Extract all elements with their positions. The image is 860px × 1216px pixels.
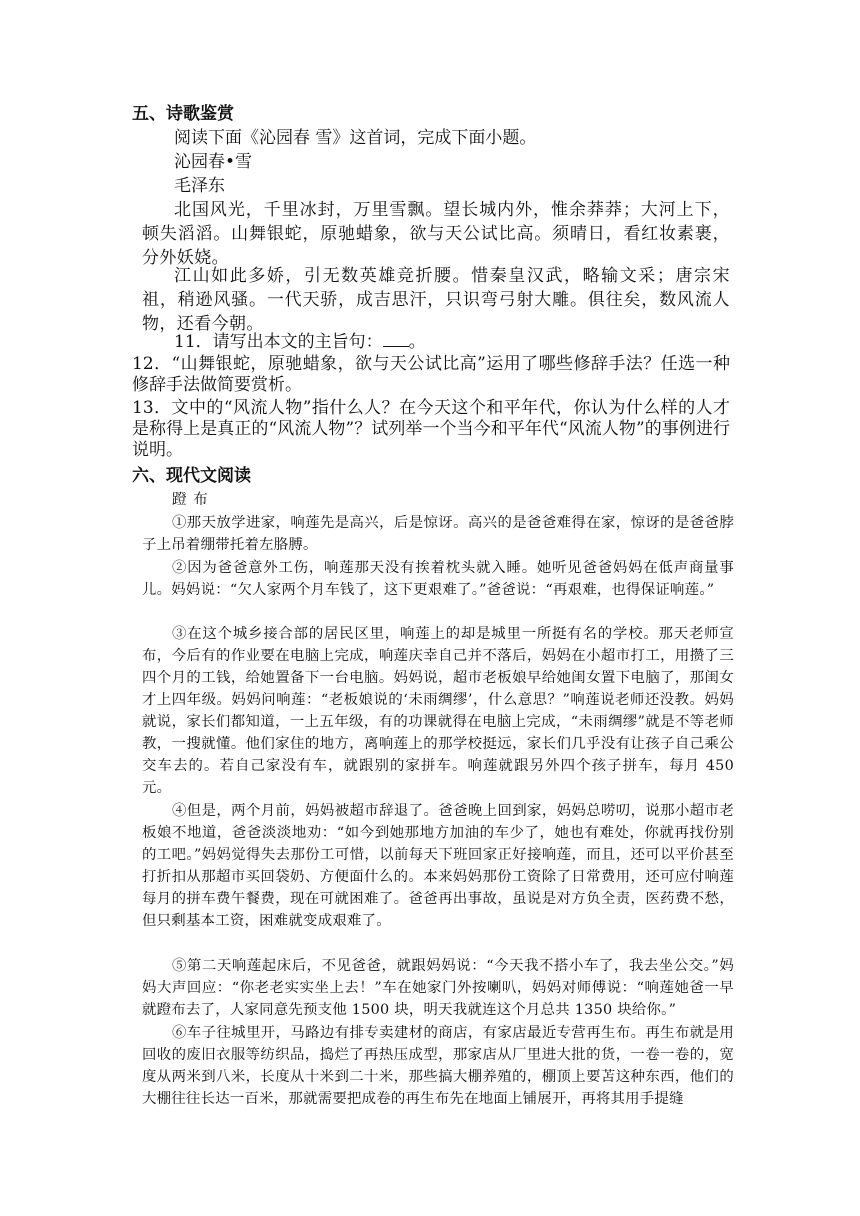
poem-author: 毛泽东 — [174, 176, 225, 196]
question-11-text: 11．请写出本文的主旨句： — [174, 332, 383, 352]
article-paragraph-3: ③在这个城乡接合部的居民区里，响莲上的却是城里一所挺有名的学校。那天老师宣布，今后有的作业要在电脑上完成，响莲庆幸自己并不落后，妈妈在小超市打工，用攒了三四个月的工钱，给她置备下一台电脑。妈妈说，超市老板娘早给她闺女置下电脑了，那闺女才上四年级。妈妈问响莲：“老板娘说的‘未雨绸缪’，什么意思？”响莲说老师还没教。妈妈就说，家长们都知道，一上五年级，有的功课就得在电脑上完成，“未雨绸缪”就是不等老师教，一搜就懂。他们家住的地方，离响莲上的那学校挺远，家长们几乎没有让孩子自己乘公交车去的。若自己家没有车，就跟别的家拼车。响莲就跟另外四个孩子拼车，每月 450 元。 — [142, 626, 734, 796]
article-title: 蹬 布 — [172, 492, 209, 508]
article-paragraph-5: ⑤第二天响莲起床后，不见爸爸，就跟妈妈说：“今天我不搭小车了，我去坐公交。”妈妈大声回应：“你老老实实坐上去！”车在她家门外按喇叭，妈妈对师傅说：“响莲她爸一早就蹬布去了，人家同意先预支他 1500 块，明天我就连这个月总共 1350 块给你。” — [142, 958, 734, 1018]
question-11-end: 。 — [408, 332, 426, 352]
article-paragraph-1: ①那天放学进家，响莲先是高兴，后是惊讶。高兴的是爸爸难得在家，惊讶的是爸爸脖子上吊着绷带托着左胳膊。 — [142, 515, 734, 553]
article-paragraph-2: ②因为爸爸意外工伤，响莲那天没有挨着枕头就入睡。她听见爸爸妈妈在低声商量事儿。妈妈说：“欠人家两个月车钱了，这下更艰难了。”爸爸说：“再艰难，也得保证响莲。” — [142, 560, 734, 598]
article-paragraph-4: ④但是，两个月前，妈妈被超市辞退了。爸爸晚上回到家，妈妈总唠叨，说那小超市老板娘不地道，爸爸淡淡地劝：“如今到她那地方加油的车少了，她也有难处，你就再找份别的工吧。”妈妈觉得失去那份工可惜，以前每天下班回家正好接响莲，而且，还可以平价甚至打折扣从那超市买回袋奶、方便面什么的。本来妈妈那份工资除了日常费用，还可应付响莲每月的拼车费午餐费，现在可就困难了。爸爸再出事故，虽说是对方负全责，医药费不愁，但只剩基本工资，困难就变成艰难了。 — [142, 803, 734, 929]
poetry-intro: 阅读下面《沁园春 雪》这首词，完成下面小题。 — [174, 128, 537, 148]
poem-stanza-2: 江山如此多娇，引无数英雄竞折腰。惜秦皇汉武，略输文采；唐宗宋祖，稍逊风骚。一代天骄，成吉思汗，只识弯弓射大雕。俱往矣，数风流人物，还看今朝。 — [142, 266, 730, 334]
section-heading-modern-reading: 六、现代文阅读 — [132, 466, 251, 486]
question-12: 12．“山舞银蛇，原驰蜡象，欲与天公试比高”运用了哪些修辞手法？任选一种修辞手法做简要赏析。 — [132, 354, 730, 395]
answer-blank — [383, 332, 409, 347]
question-11 — [174, 330, 426, 354]
poem-title: 沁园春•雪 — [174, 152, 253, 172]
question-13: 13．文中的“风流人物”指什么人？在今天这个和平年代，你认为什么样的人才是称得上是真正的“风流人物”？试列举一个当今和平年代“风流人物”的事例进行说明。 — [132, 398, 730, 460]
article-paragraph-6: ⑥车子往城里开，马路边有排专卖建材的商店，有家店最近专营再生布。再生布就是用回收的废旧衣服等纺织品，捣烂了再热压成型，那家店从厂里进大批的货，一卷一卷的，宽度从两米到八米，长度从十米到二十米，那些搞大棚养殖的，棚顶上要苫这种东西，他们的大棚往往长达一百米，那就需要把成卷的再生布先在地面上铺展开，再将其用手提缝 — [142, 1025, 734, 1107]
poem-stanza-1: 北国风光，千里冰封，万里雪飘。望长城内外，惟余莽莽；大河上下，顿失滔滔。山舞银蛇，原驰蜡象，欲与天公试比高。须晴日，看红妆素裹，分外妖娆。 — [142, 200, 730, 268]
section-heading-poetry: 五、诗歌鉴赏 — [132, 104, 234, 124]
